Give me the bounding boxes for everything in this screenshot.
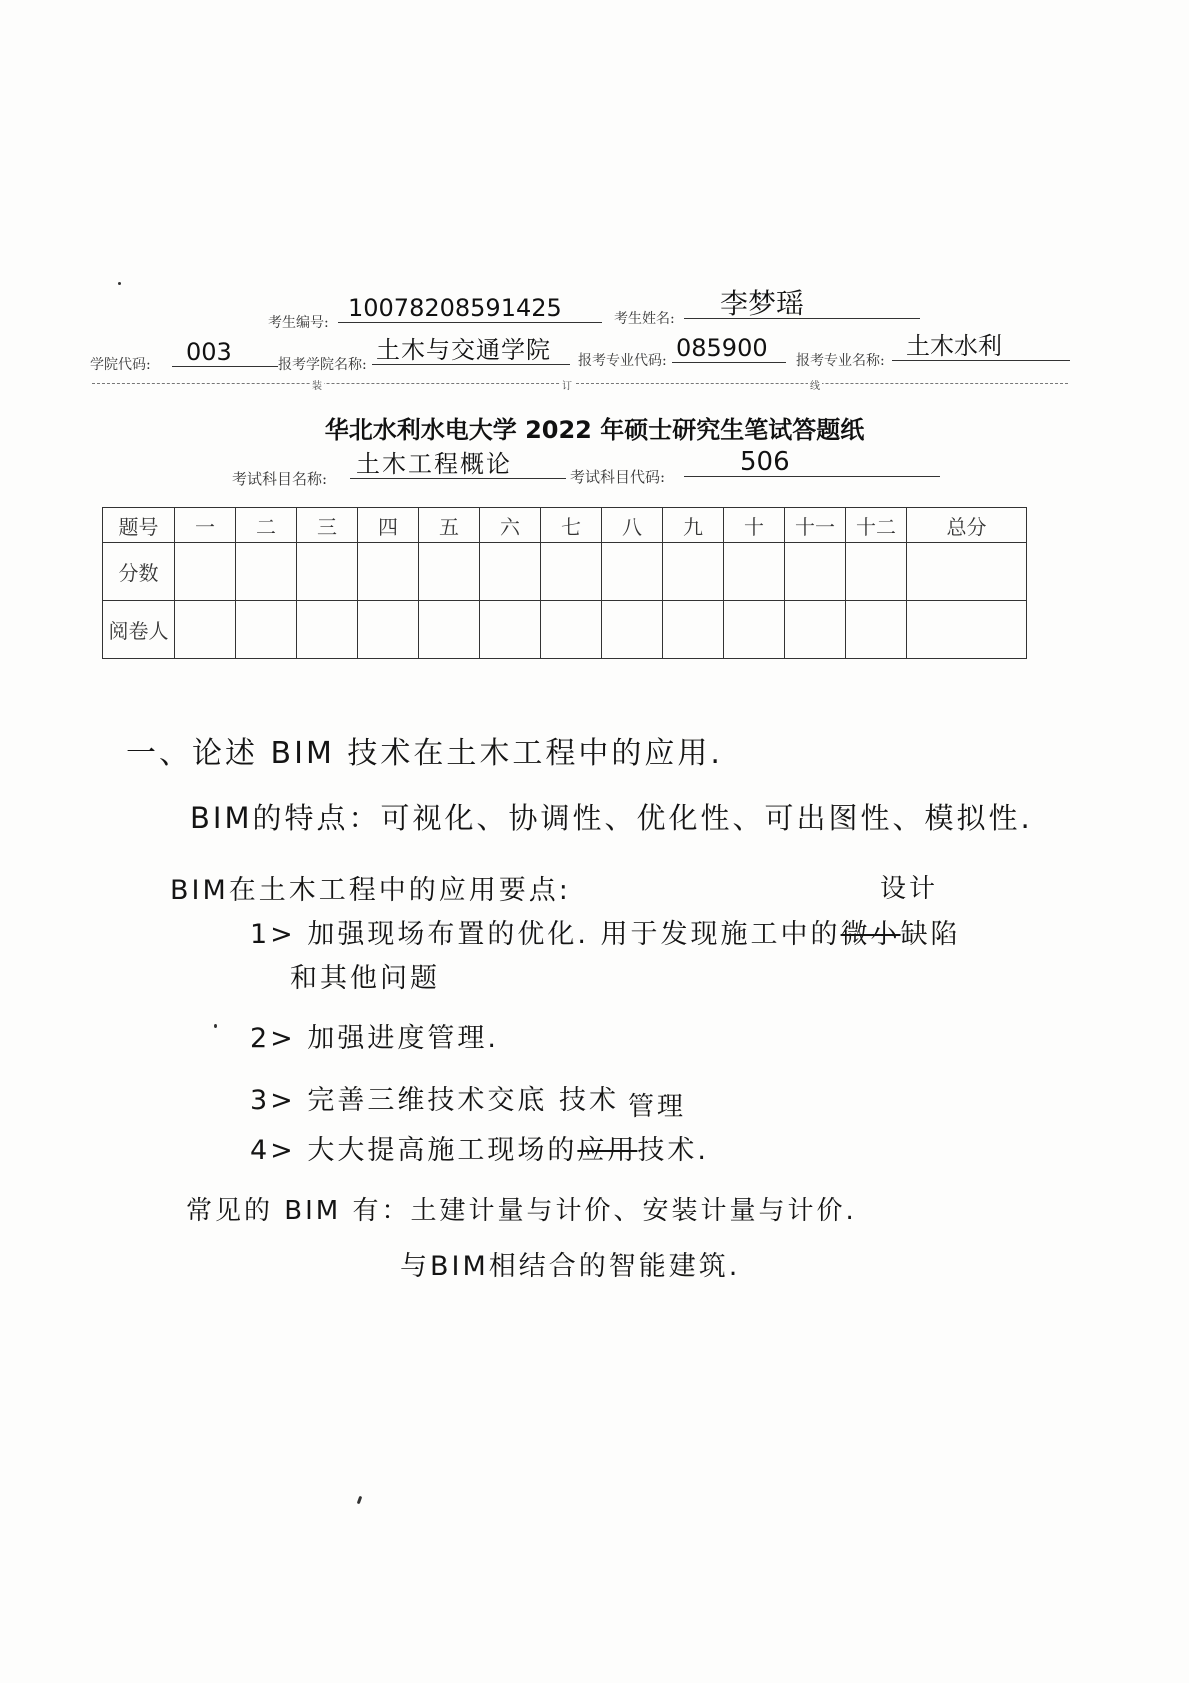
header-cell: 九 bbox=[663, 508, 724, 543]
score-table-header-row bbox=[103, 508, 1027, 543]
header-cell: 十 bbox=[724, 508, 785, 543]
header-cell: 七 bbox=[541, 508, 602, 543]
subject-name-value: 土木工程概论 bbox=[350, 450, 566, 479]
binding-mark-2: 订 bbox=[560, 377, 574, 392]
score-cell bbox=[236, 543, 297, 601]
answer-point-4 bbox=[250, 1128, 709, 1167]
candidate-name-label: 考生姓名: bbox=[614, 311, 675, 327]
stray-mark bbox=[214, 1024, 217, 1028]
score-cell bbox=[358, 543, 419, 601]
header-cell: 三 bbox=[297, 508, 358, 543]
grader-cell bbox=[602, 601, 663, 659]
header-cell: 四 bbox=[358, 508, 419, 543]
candidate-no-label: 考生编号: bbox=[268, 315, 329, 331]
score-cell bbox=[175, 543, 236, 601]
point-1-text-b: 缺陷 bbox=[900, 919, 961, 950]
score-cell bbox=[419, 543, 480, 601]
score-cell bbox=[724, 543, 785, 601]
grader-cell bbox=[297, 601, 358, 659]
score-table bbox=[102, 507, 1027, 659]
grader-cell bbox=[175, 601, 236, 659]
answer-question: 一、论述 BIM 技术在土木工程中的应用. bbox=[126, 736, 723, 771]
grader-cell bbox=[785, 601, 846, 659]
grader-cell bbox=[480, 601, 541, 659]
grader-cell bbox=[419, 601, 480, 659]
insert-manage: 管理 bbox=[628, 1092, 687, 1122]
subject-name-label: 考试科目名称: bbox=[232, 470, 328, 488]
candidate-name-value: 李梦瑶 bbox=[684, 290, 920, 319]
college-name-value: 土木与交通学院 bbox=[372, 336, 570, 365]
major-code-value: 085900 bbox=[672, 334, 786, 363]
grader-cell bbox=[541, 601, 602, 659]
answer-point-1 bbox=[250, 912, 961, 951]
score-cell bbox=[297, 543, 358, 601]
major-name-value: 土木水利 bbox=[892, 332, 1070, 361]
grader-cell bbox=[907, 601, 1027, 659]
binding-mark-1: 装 bbox=[310, 377, 324, 392]
header-cell: 五 bbox=[419, 508, 480, 543]
score-cell bbox=[541, 543, 602, 601]
header-cell: 题号 bbox=[103, 508, 175, 543]
sheet-title: 华北水利水电大学 2022 年硕士研究生笔试答题纸 bbox=[324, 416, 865, 444]
point-1-text-a: 1> 加强现场布置的优化. 用于发现施工中的 bbox=[250, 919, 841, 950]
header-cell: 八 bbox=[602, 508, 663, 543]
point-4-text-a: 4> 大大提高施工现场的 bbox=[250, 1135, 578, 1166]
header-cell: 二 bbox=[236, 508, 297, 543]
row-label: 分数 bbox=[103, 543, 175, 601]
college-code-value: 003 bbox=[172, 338, 278, 367]
score-row bbox=[103, 543, 1027, 601]
score-cell bbox=[602, 543, 663, 601]
header-cell: 总分 bbox=[907, 508, 1027, 543]
college-code-label: 学院代码: bbox=[90, 357, 151, 373]
point-1-struck: 微小 bbox=[840, 919, 901, 950]
grader-cell bbox=[358, 601, 419, 659]
subject-code-value: 506 bbox=[684, 448, 940, 477]
binding-line bbox=[92, 383, 1068, 384]
major-name-label: 报考专业名称: bbox=[796, 353, 885, 369]
score-cell bbox=[907, 543, 1027, 601]
answer-points-intro: BIM在土木工程中的应用要点: bbox=[170, 875, 571, 906]
answer-common-2: 与BIM相结合的智能建筑. bbox=[400, 1251, 741, 1282]
grader-cell bbox=[846, 601, 907, 659]
subject-code-label: 考试科目代码: bbox=[570, 468, 666, 486]
header-cell: 十二 bbox=[846, 508, 907, 543]
answer-point-2: 2> 加强进度管理. bbox=[250, 1023, 499, 1054]
stray-mark bbox=[357, 1496, 363, 1505]
insert-design: 设计 bbox=[880, 874, 939, 904]
header-cell: 十一 bbox=[785, 508, 846, 543]
score-cell bbox=[846, 543, 907, 601]
grader-cell bbox=[236, 601, 297, 659]
score-cell bbox=[663, 543, 724, 601]
point-4-struck: 应用 bbox=[577, 1135, 638, 1166]
header-cell: 六 bbox=[480, 508, 541, 543]
major-code-label: 报考专业代码: bbox=[578, 353, 667, 369]
answer-point-1-cont: 和其他问题 bbox=[290, 963, 440, 994]
point-4-text-b: 技术. bbox=[637, 1135, 709, 1166]
college-name-label: 报考学院名称: bbox=[278, 357, 367, 373]
answer-common-1: 常见的 BIM 有：土建计量与计价、安装计量与计价. bbox=[186, 1196, 857, 1226]
stray-mark bbox=[118, 282, 121, 285]
score-cell bbox=[480, 543, 541, 601]
grader-cell bbox=[724, 601, 785, 659]
binding-mark-3: 线 bbox=[808, 377, 822, 392]
grader-cell bbox=[663, 601, 724, 659]
header-cell: 一 bbox=[175, 508, 236, 543]
row-label: 阅卷人 bbox=[103, 601, 175, 659]
candidate-no-value: 10078208591425 bbox=[338, 294, 602, 323]
score-cell bbox=[785, 543, 846, 601]
grader-row bbox=[103, 601, 1027, 659]
answer-point-3: 3> 完善三维技术交底 技术 bbox=[250, 1085, 619, 1116]
answer-features: BIM的特点：可视化、协调性、优化性、可出图性、模拟性. bbox=[190, 801, 1033, 835]
